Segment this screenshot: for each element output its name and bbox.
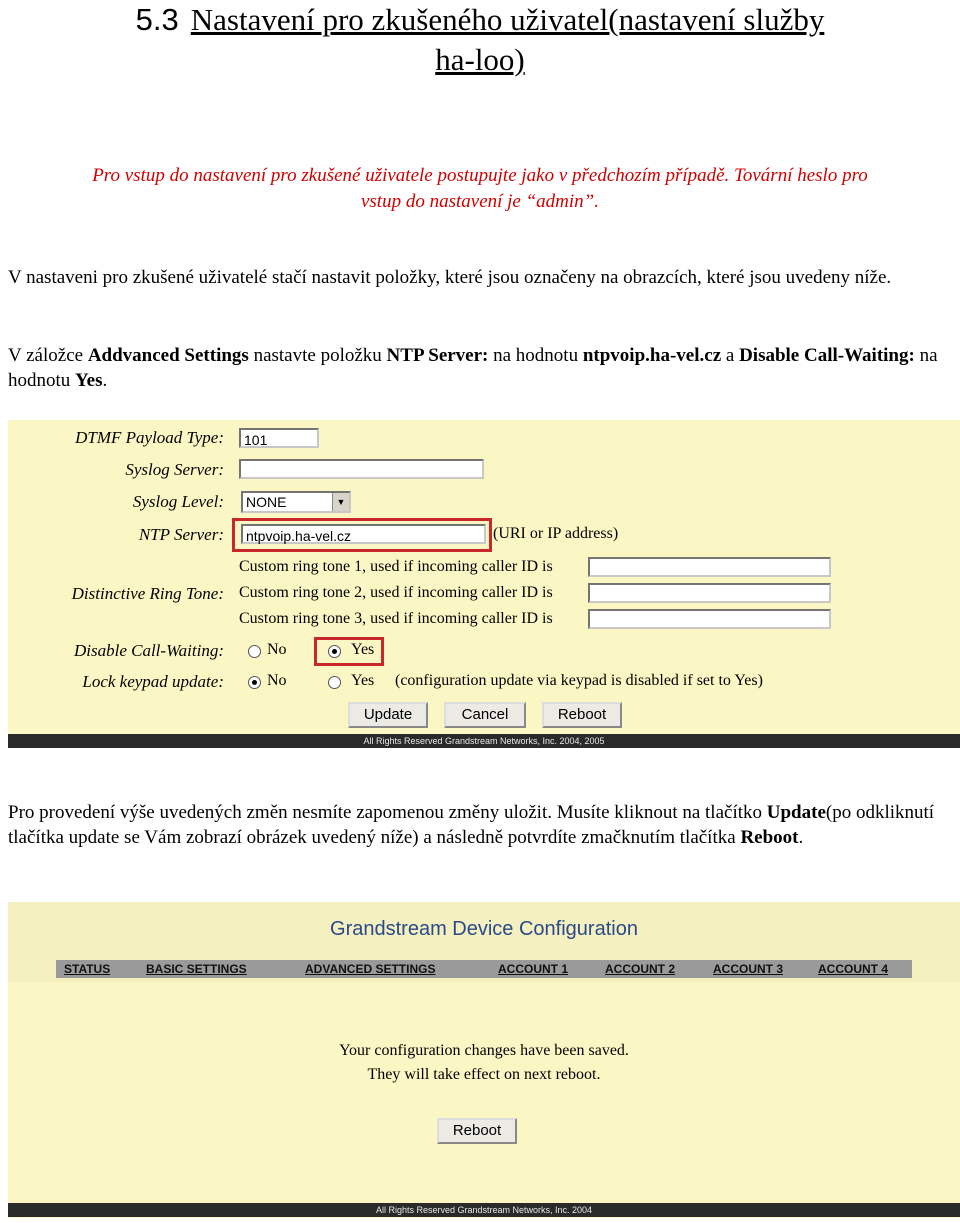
reboot-button[interactable]: Reboot [542, 702, 622, 728]
config-title: Grandstream Device Configuration [330, 918, 638, 940]
bold-text: Yes [75, 370, 103, 391]
text: na hodnotu [488, 345, 583, 366]
nav-account-2[interactable]: ACCOUNT 2 [605, 962, 676, 976]
ring-tone-2-label: Custom ring tone 2, used if incoming caller ID is [239, 584, 553, 601]
password-note-line1: Pro vstup do nastavení pro zkušené uživatele postupujte jako v předchozím případě. Tovární heslo pro [92, 165, 868, 186]
config-nav-bar [56, 960, 912, 978]
update-button[interactable]: Update [348, 702, 428, 728]
section-title-line1: Nastavení pro zkušeného uživatel(nastavení služby [190, 2, 825, 37]
nav-account-3[interactable]: ACCOUNT 3 [713, 962, 784, 976]
text: Pro provedení výše uvedených změn nesmíte zapomenou změny uložit. Musíte kliknout na tlačítko [8, 802, 767, 823]
ring-tone-1-label: Custom ring tone 1, used if incoming caller ID is [239, 558, 553, 575]
password-note-line2: vstup do nastavení je “admin”. [360, 191, 600, 212]
text: . [102, 370, 108, 391]
password-note [0, 163, 960, 215]
lock-keypad-no-radio[interactable] [248, 676, 261, 689]
nav-account-1[interactable]: ACCOUNT 1 [498, 962, 569, 976]
nav-status[interactable]: STATUS [64, 962, 111, 976]
syslog-server-label: Syslog Server: [125, 460, 224, 479]
text: na hodnotu [8, 345, 938, 391]
ntp-hint: (URI or IP address) [493, 525, 619, 542]
ring-tone-3-input[interactable] [588, 609, 831, 629]
copyright-footer: All Rights Reserved Grandstream Networks, Inc. 2004, 2005 [8, 734, 960, 748]
bold-text: Reboot [740, 827, 799, 848]
section-number: 5.3 [135, 2, 179, 37]
syslog-level-select[interactable] [241, 491, 351, 513]
syslog-server-input[interactable] [239, 459, 484, 479]
ring-tone-2-input[interactable] [588, 583, 831, 603]
bold-text: Addvanced Settings [87, 345, 249, 366]
advanced-settings-paragraph [8, 343, 953, 393]
nav-account-4[interactable]: ACCOUNT 4 [818, 962, 889, 976]
call-waiting-yes-label: Yes [351, 641, 375, 658]
lock-keypad-yes-label: Yes [351, 672, 375, 689]
section-title-line2: ha-loo) [435, 42, 525, 77]
ring-tone-1-input[interactable] [588, 557, 831, 577]
bold-text: Update [766, 802, 826, 823]
dtmf-label: DTMF Payload Type: [75, 428, 224, 447]
config-copyright-footer: All Rights Reserved Grandstream Networks, Inc. 2004 [8, 1203, 960, 1217]
call-waiting-highlight-box [314, 637, 384, 666]
ring-tone-3-label: Custom ring tone 3, used if incoming caller ID is [239, 610, 553, 627]
text: nastavte položku [248, 345, 387, 366]
distinctive-ring-label: Distinctive Ring Tone: [71, 584, 224, 603]
lock-keypad-hint: (configuration update via keypad is disabled if set to Yes) [395, 672, 763, 689]
text: . [798, 827, 804, 848]
config-saved-screenshot [8, 902, 960, 1218]
text: (po odkliknutí tlačítka update se Vám zobrazí obrázek uvedený níže) a následně potvrdíte zmačknutím tlačítka [8, 802, 935, 848]
lock-keypad-no-label: No [267, 672, 287, 689]
cancel-button[interactable]: Cancel [444, 702, 526, 728]
bold-text: ntpvoip.ha-vel.cz [582, 345, 722, 366]
ntp-server-label: NTP Server: [138, 525, 224, 544]
nav-advanced-settings[interactable]: ADVANCED SETTINGS [305, 962, 436, 976]
save-instructions-paragraph [8, 800, 953, 850]
lock-keypad-label: Lock keypad update: [82, 672, 224, 691]
call-waiting-no-label: No [267, 641, 287, 658]
bold-text: NTP Server: [386, 345, 489, 366]
advanced-settings-screenshot [8, 420, 960, 748]
lock-keypad-yes-radio[interactable] [328, 676, 341, 689]
dtmf-input[interactable]: 101 [239, 428, 319, 448]
ntp-server-input[interactable]: ntpvoip.ha-vel.cz [241, 524, 486, 544]
saved-message-line2: They will take effect on next reboot. [367, 1066, 601, 1083]
intro-paragraph: V nastaveni pro zkušené uživatelé stačí nastavit položky, které jsou označeny na obrazcích, které jsou uvedeny níže. [8, 267, 892, 288]
syslog-level-value: NONE [246, 494, 287, 510]
text: a [721, 345, 740, 366]
dropdown-arrow-icon[interactable]: ▼ [332, 493, 349, 511]
syslog-level-label: Syslog Level: [132, 492, 224, 511]
nav-basic-settings[interactable]: BASIC SETTINGS [146, 962, 247, 976]
bold-text: Disable Call-Waiting: [739, 345, 915, 366]
text: V záložce [8, 345, 88, 366]
ntp-highlight-box [232, 518, 492, 552]
call-waiting-no-radio[interactable] [248, 645, 261, 658]
config-reboot-button[interactable]: Reboot [437, 1118, 517, 1144]
call-waiting-label: Disable Call-Waiting: [73, 641, 224, 660]
saved-message-line1: Your configuration changes have been saved. [339, 1042, 629, 1059]
